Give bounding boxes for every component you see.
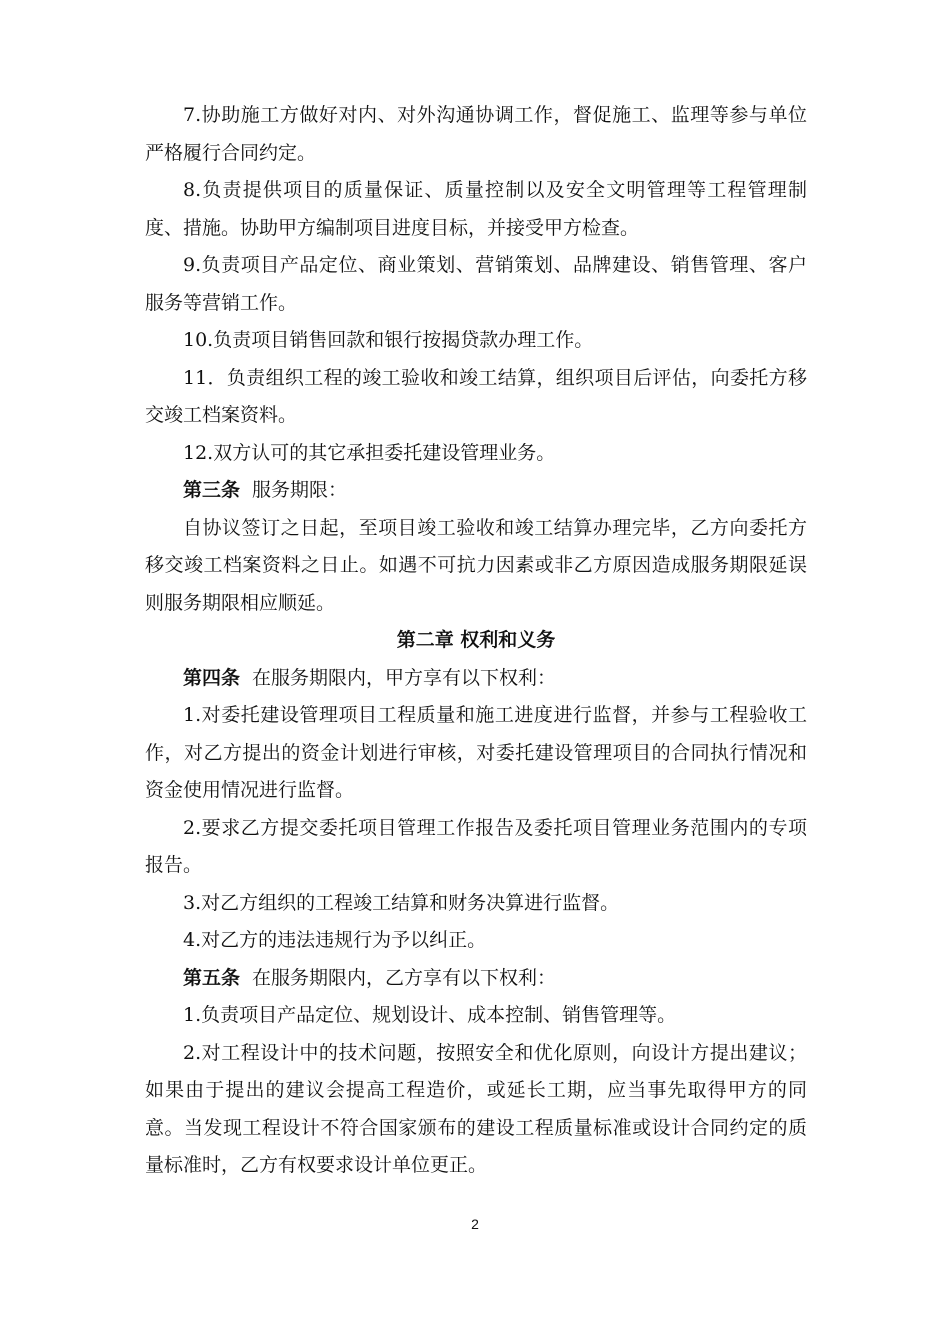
article-3-label: 第三条 xyxy=(183,479,241,501)
article-4-label: 第四条 xyxy=(183,666,241,689)
article-3-body: 自协议签订之日起，至项目竣工验收和竣工结算办理完毕，乙方向委托方移交竣工档案资料之日止。如遇不可抗力因素或非乙方原因造成服务期限延误则服务期限相应顺延。 xyxy=(145,516,807,614)
duty-item-9: 9.负责项目产品定位、商业策划、营销策划、品牌建设、销售管理、客户服务等营销工作。 xyxy=(145,254,807,314)
article-3-heading xyxy=(145,472,807,510)
article-4-item-2: 2.要求乙方提交委托项目管理工作报告及委托项目管理业务范围内的专项报告。 xyxy=(145,816,807,876)
article-3-title: 服务期限： xyxy=(252,479,348,501)
page-number: 2 xyxy=(471,1216,479,1232)
duty-item-10: 10.负责项目销售回款和银行按揭贷款办理工作。 xyxy=(183,329,594,351)
article-5-item-2: 2.对工程设计中的技术问题，按照安全和优化原则，向设计方提出建议；如果由于提出的建议会提高工程造价，或延长工期，应当事先取得甲方的同意。当发现工程设计不符合国家颁布的建设工程质量标准或设计合同约定的质量标准时，乙方有权要求设计单位更正。 xyxy=(145,1041,807,1176)
duty-item-7: 7.协助施工方做好对内、对外沟通协调工作，督促施工、监理等参与单位严格履行合同约定。 xyxy=(145,104,807,164)
duty-item-11: 11．负责组织工程的竣工验收和竣工结算，组织项目后评估，向委托方移交竣工档案资料。 xyxy=(145,366,807,426)
article-5-label: 第五条 xyxy=(183,966,241,989)
article-4-heading xyxy=(145,660,807,698)
chapter-2-heading: 第二章 权利和义务 xyxy=(396,629,556,651)
article-4-item-3: 3.对乙方组织的工程竣工结算和财务决算进行监督。 xyxy=(183,891,620,914)
article-5-item-1: 1.负责项目产品定位、规划设计、成本控制、销售管理等。 xyxy=(183,1004,677,1026)
article-4-title: 在服务期限内，甲方享有以下权利： xyxy=(252,666,557,689)
page-content xyxy=(145,97,807,1185)
duty-item-8: 8.负责提供项目的质量保证、质量控制以及安全文明管理等工程管理制度、措施。协助甲方编制项目进度目标，并接受甲方检查。 xyxy=(145,179,807,239)
article-5-heading xyxy=(145,960,807,998)
duty-item-12: 12.双方认可的其它承担委托建设管理业务。 xyxy=(183,441,556,464)
article-5-title: 在服务期限内，乙方享有以下权利： xyxy=(252,966,557,989)
article-4-item-1: 1.对委托建设管理项目工程质量和施工进度进行监督，并参与工程验收工作，对乙方提出的资金计划进行审核，对委托建设管理项目的合同执行情况和资金使用情况进行监督。 xyxy=(145,704,807,801)
article-4-item-4: 4.对乙方的违法违规行为予以纠正。 xyxy=(183,929,487,951)
